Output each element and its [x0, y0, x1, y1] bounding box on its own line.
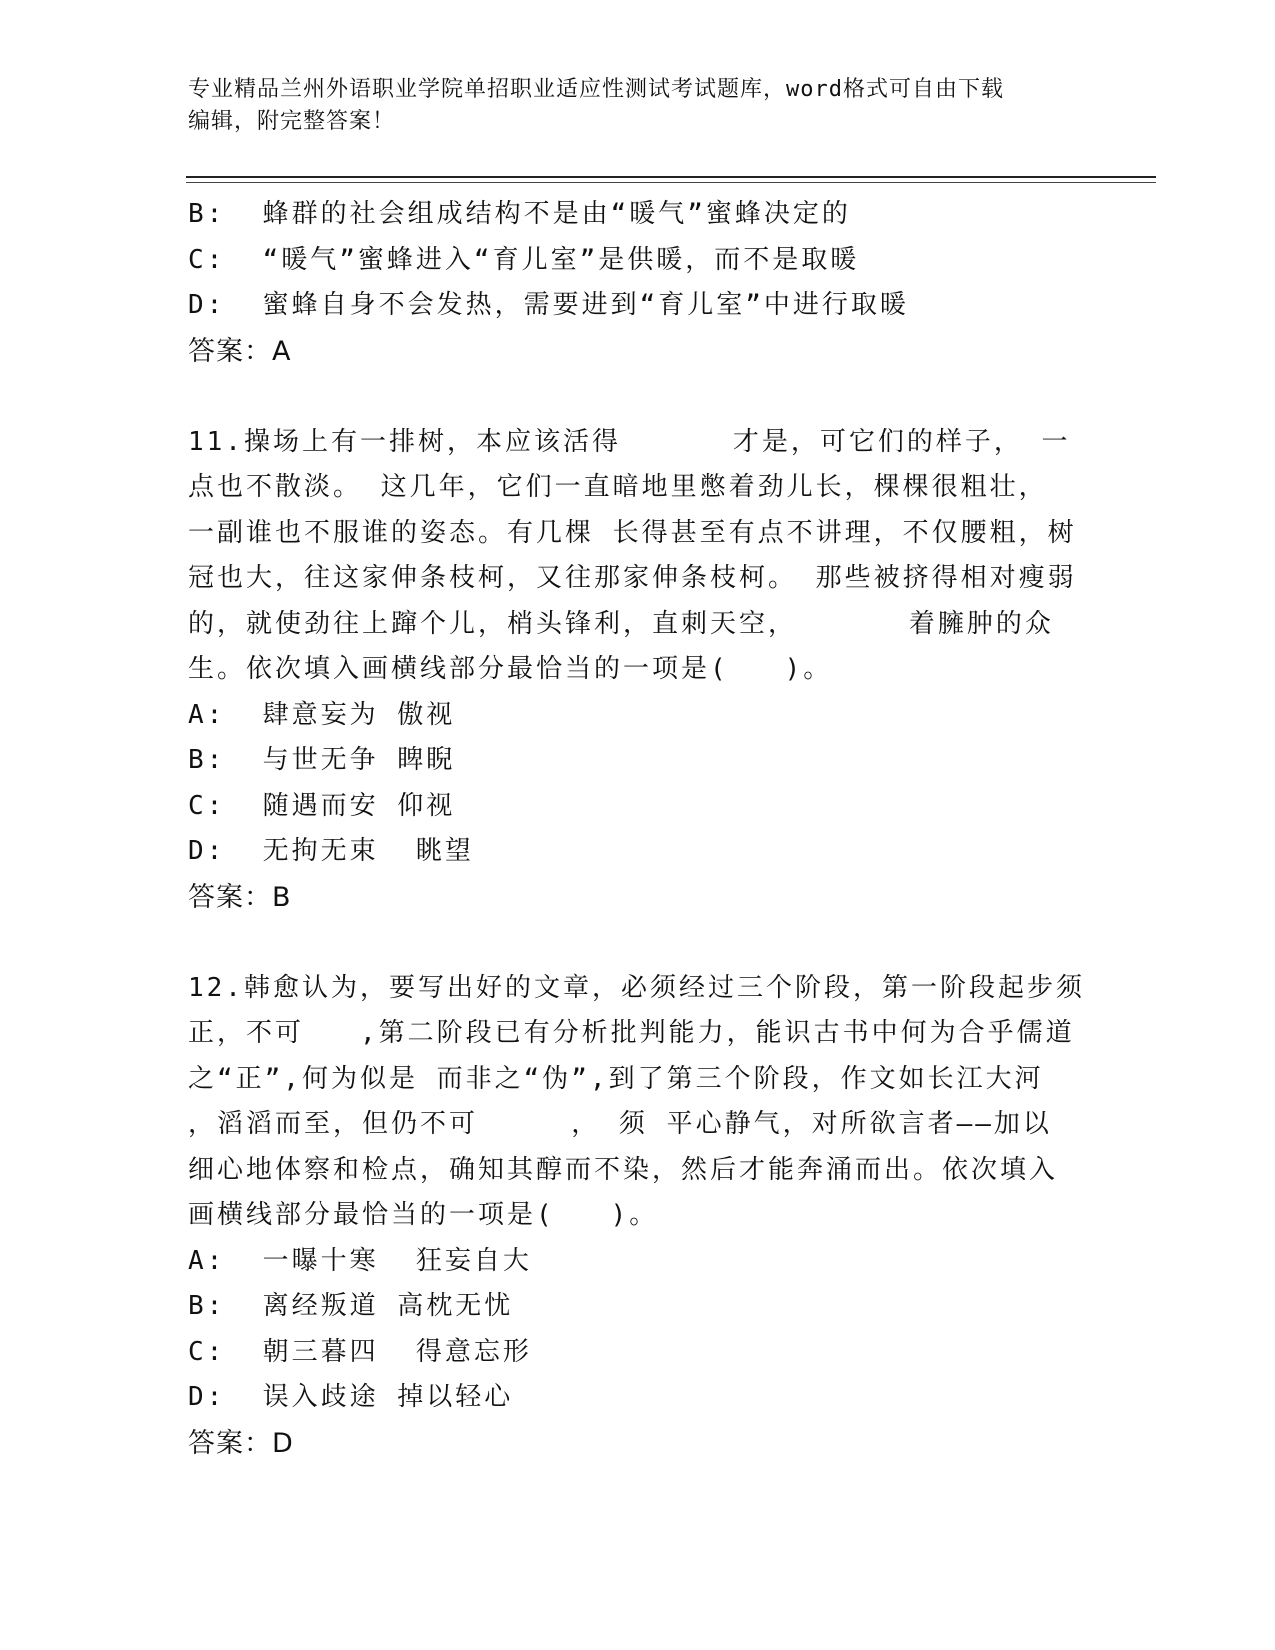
spacer [188, 374, 1088, 420]
q11-stem-line: 生。依次填入画横线部分最恰当的一项是( )。 [188, 654, 833, 684]
q12-stem-line: ，滔滔而至，但仍不可 ， 须 平心静气，对所欲言者——加以 [188, 1109, 1052, 1139]
q11-answer: 答案：B [188, 881, 292, 913]
q12-option-a: A: 一曝十寒 狂妄自大 [188, 1245, 532, 1276]
document-header [188, 74, 1068, 138]
q12-stem-line: 12.韩愈认为，要写出好的文章，必须经过三个阶段，第一阶段起步须 [188, 972, 1085, 1003]
q12-stem-line: 正，不可 ,第二阶段已有分析批判能力，能识古书中何为合乎儒道 [188, 1018, 1075, 1048]
q11-option-c: C: 随遇而安 仰视 [188, 790, 456, 821]
q12-stem-line: 画横线部分最恰当的一项是( )。 [188, 1200, 659, 1230]
q11-stem-line: 的，就使劲往上蹿个儿，梢头锋利，直刺天空， 着臃肿的众 [188, 608, 1054, 639]
q11-stem-line: 一副谁也不服谁的姿态。有几棵 长得甚至有点不讲理，不仅腰粗，树 [188, 517, 1077, 548]
q10-option-c: C: “暖气”蜜蜂进入“育儿室”是供暖，而不是取暖 [188, 244, 860, 275]
q12-option-d: D: 误入歧途 掉以轻心 [188, 1382, 514, 1412]
q11-stem-line: 冠也大，往这家伸条枝柯，又往那家伸条枝柯。 那些被挤得相对瘦弱 [188, 563, 1077, 593]
question-content [188, 192, 1088, 1466]
q11-option-b: B: 与世无争 睥睨 [188, 745, 456, 775]
q12-answer: 答案：D [188, 1427, 294, 1459]
q11-option-a: A: 肆意妄为 傲视 [188, 699, 456, 730]
q12-stem-line: 细心地体察和检点，确知其醇而不染，然后才能奔涌而出。依次填入 [188, 1154, 1059, 1185]
header-line-1: 专业精品兰州外语职业学院单招职业适应性测试考试题库，word格式可自由下载 [188, 77, 1004, 102]
q11-stem-line: 11.操场上有一排树，本应该活得 才是，可它们的样子， 一 [188, 426, 1071, 457]
q12-option-c: C: 朝三暮四 得意忘形 [188, 1336, 532, 1367]
header-divider-thin [186, 182, 1156, 183]
header-divider-thick [186, 176, 1156, 178]
q10-option-b: B: 蜂群的社会组成结构不是由“暖气”蜜蜂决定的 [188, 199, 851, 229]
spacer [188, 920, 1088, 966]
header-line-2: 编辑，附完整答案！ [188, 109, 396, 134]
q12-option-b: B: 离经叛道 高枕无忧 [188, 1291, 514, 1321]
q11-stem-line: 点也不散淡。 这几年，它们一直暗地里憋着劲儿长，棵棵很粗壮， [188, 472, 1048, 502]
q12-stem-line: 之“正”,何为似是 而非之“伪”,到了第三个阶段，作文如长江大河 [188, 1063, 1044, 1094]
q11-option-d: D: 无拘无束 眺望 [188, 836, 474, 866]
q10-answer: 答案：A [188, 335, 292, 367]
q10-option-d: D: 蜜蜂自身不会发热，需要进到“育儿室”中进行取暖 [188, 290, 909, 320]
